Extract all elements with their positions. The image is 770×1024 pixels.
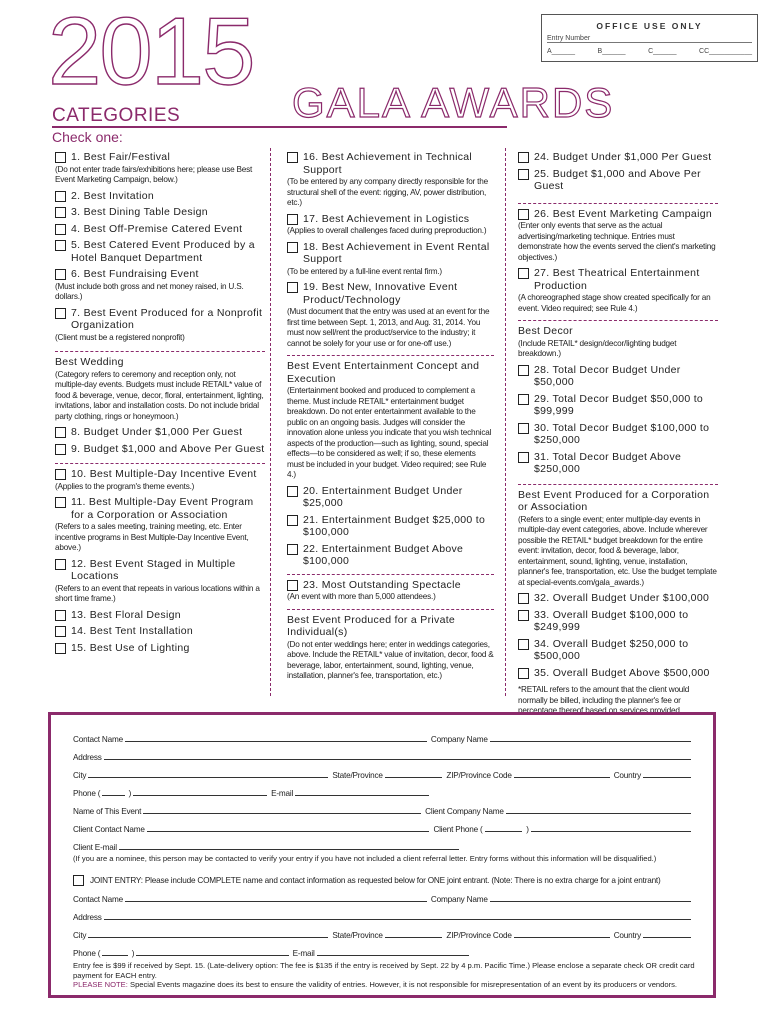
category-15[interactable]: 15. Best Use of Lighting bbox=[55, 642, 265, 655]
entertainment-note: (Entertainment booked and produced to complement a theme. Must include RETAIL* entertainment budget breakdown. Do not enter entertainment available to the public on an ongoing basis. Judges will consider the innovation alone unless you indicate that you wish technical aspects of the production—such as lighting, sound, special effects—to be considered as well; if so, these elements must be included in your budget. Video required; see Rule 4.) bbox=[287, 386, 492, 479]
phone-field[interactable] bbox=[133, 794, 267, 796]
code-b: B______ bbox=[597, 48, 626, 55]
checkbox[interactable] bbox=[518, 209, 529, 220]
client-email-row bbox=[73, 843, 463, 852]
checkbox[interactable] bbox=[518, 593, 529, 604]
checkbox[interactable] bbox=[55, 240, 66, 251]
entry-number-label: Entry Number bbox=[547, 35, 591, 42]
checkbox[interactable] bbox=[518, 452, 529, 463]
city-label: City bbox=[73, 771, 87, 780]
category-1-note: (Do not enter trade fairs/exhibitions here; please use Best Event Marketing Campaign, below.) bbox=[55, 164, 253, 184]
client-company-label: Client Company Name bbox=[425, 807, 504, 816]
category-30[interactable]: 30. Total Decor Budget $100,000 to $250,000 bbox=[518, 422, 718, 447]
joint-address-label: Address bbox=[73, 913, 102, 922]
corporation-heading: Best Event Produced for a Corporation or Association bbox=[518, 488, 710, 513]
category-14[interactable]: 14. Best Tent Installation bbox=[55, 625, 265, 638]
office-use-box bbox=[541, 14, 758, 62]
category-32[interactable]: 32. Overall Budget Under $100,000 bbox=[518, 592, 718, 605]
fee-note bbox=[73, 961, 695, 990]
joint-city-row bbox=[73, 931, 695, 940]
section-divider bbox=[287, 609, 494, 610]
city-field[interactable] bbox=[88, 776, 328, 778]
category-22[interactable]: 22. Entertainment Budget Above $100,000 bbox=[287, 543, 494, 568]
column-divider-2 bbox=[505, 148, 506, 696]
checkbox[interactable] bbox=[287, 515, 298, 526]
category-16[interactable]: 16. Best Achievement in Technical Support bbox=[287, 151, 494, 176]
category-28[interactable]: 28. Total Decor Budget Under $50,000 bbox=[518, 364, 718, 389]
category-2[interactable]: 2. Best Invitation bbox=[55, 190, 265, 203]
client-contact-label: Client Contact Name bbox=[73, 825, 145, 834]
checkbox[interactable] bbox=[518, 668, 529, 679]
categories-heading: CATEGORIES bbox=[52, 105, 181, 126]
joint-state-field[interactable] bbox=[385, 936, 443, 938]
email-field[interactable] bbox=[295, 794, 429, 796]
joint-phone-label: Phone ( bbox=[73, 949, 101, 958]
category-11[interactable]: 11. Best Multiple-Day Event Program for a Corporation or Association bbox=[55, 496, 265, 521]
category-23[interactable]: 23. Most Outstanding Spectacle bbox=[287, 579, 494, 592]
checkbox[interactable] bbox=[287, 152, 298, 163]
state-field[interactable] bbox=[385, 776, 443, 778]
contact-form bbox=[48, 712, 716, 998]
office-use-title: OFFICE USE ONLY bbox=[596, 21, 703, 31]
joint-company-name-label: Company Name bbox=[430, 895, 488, 904]
category-35[interactable]: 35. Overall Budget Above $500,000 bbox=[518, 667, 718, 680]
category-29[interactable]: 29. Total Decor Budget $50,000 to $99,999 bbox=[518, 393, 718, 418]
category-33[interactable]: 33. Overall Budget $100,000 to $249,999 bbox=[518, 609, 718, 634]
checkbox[interactable] bbox=[55, 643, 66, 654]
checkbox[interactable] bbox=[287, 242, 298, 253]
private-note: (Do not enter weddings here; enter in weddings categories, above. Include the RETAIL* value of invitation, decor, food & beverage, labor, entertainment, sound, lighting, venue, installation, planner's fee, transportation, etc.) bbox=[287, 639, 494, 680]
category-10-note: (Applies to the program's theme events.) bbox=[55, 481, 195, 491]
section-divider bbox=[55, 463, 265, 464]
client-company-field[interactable] bbox=[506, 812, 691, 814]
category-31[interactable]: 31. Total Decor Budget Above $250,000 bbox=[518, 451, 718, 476]
decor-heading: Best Decor bbox=[518, 325, 573, 337]
checkbox[interactable] bbox=[518, 423, 529, 434]
joint-phone-row: Phone ( ) E-mail bbox=[73, 949, 473, 958]
category-7[interactable]: 7. Best Event Produced for a Nonprofit Organization bbox=[55, 307, 265, 332]
phone-label: Phone ( bbox=[73, 789, 101, 798]
section-divider bbox=[287, 355, 494, 356]
checkbox[interactable] bbox=[518, 610, 529, 621]
checkbox[interactable] bbox=[518, 639, 529, 650]
email-label: E-mail bbox=[271, 789, 294, 798]
client-contact-field[interactable] bbox=[147, 830, 430, 832]
address-field[interactable] bbox=[104, 758, 691, 760]
wedding-note: (Category refers to ceremony and reception only, not multiple-day events. Budgets must include RETAIL* value of food & beverage, venue, decor, floral, entertainment, lighting, invitations, labor and installation costs. Do not include bridal party clothing, rings or honeymoon.) bbox=[55, 369, 264, 421]
joint-phone-area-field[interactable] bbox=[102, 954, 127, 956]
joint-contact-name-label: Contact Name bbox=[73, 895, 123, 904]
joint-city-label: City bbox=[73, 931, 87, 940]
private-heading: Best Event Produced for a Private Individual(s) bbox=[287, 613, 456, 638]
company-name-label: Company Name bbox=[430, 735, 488, 744]
fee-text: Entry fee is $99 if received by Sept. 15. (Late-delivery option: The fee is $135 if the entry is received by Sept. 22 by 4 p.m. Pacific Time.) Please enclose a separate check OR credit card payment for EACH entry. bbox=[73, 961, 695, 980]
checkbox[interactable] bbox=[55, 191, 66, 202]
client-phone-field[interactable] bbox=[531, 830, 691, 832]
checkbox[interactable] bbox=[287, 282, 298, 293]
contact-name-field[interactable] bbox=[125, 740, 427, 742]
country-field[interactable] bbox=[643, 776, 691, 778]
category-12[interactable]: 12. Best Event Staged in Multiple Locations bbox=[55, 558, 265, 583]
joint-address-field[interactable] bbox=[104, 918, 691, 920]
category-19[interactable]: 19. Best New, Innovative Event Product/Technology bbox=[287, 281, 494, 306]
joint-country-field[interactable] bbox=[643, 936, 691, 938]
joint-city-field[interactable] bbox=[88, 936, 328, 938]
joint-address-row bbox=[73, 913, 695, 922]
section-divider bbox=[518, 320, 718, 321]
checkbox[interactable] bbox=[287, 486, 298, 497]
checkbox[interactable] bbox=[287, 580, 298, 591]
joint-zip-field[interactable] bbox=[514, 936, 610, 938]
joint-entry-label: JOINT ENTRY: Please include COMPLETE name and contact information as requested below for ONE joint entrant. (Note: There is no extra charge for a joint entrant) bbox=[90, 876, 661, 885]
joint-contact-name-field[interactable] bbox=[125, 900, 427, 902]
section-divider bbox=[518, 484, 718, 485]
category-7-note: (Client must be a registered nonprofit) bbox=[55, 332, 185, 342]
categories-rule bbox=[52, 126, 507, 128]
category-12-note: (Refers to an event that repeats in various locations within a short time frame.) bbox=[55, 583, 260, 603]
client-email-label: Client E-mail bbox=[73, 843, 117, 852]
category-17[interactable]: 17. Best Achievement in Logistics bbox=[287, 213, 494, 226]
column-2 bbox=[287, 147, 494, 682]
checkbox[interactable] bbox=[287, 214, 298, 225]
contact-name-label: Contact Name bbox=[73, 735, 123, 744]
joint-email-label: E-mail bbox=[292, 949, 315, 958]
event-name-field[interactable] bbox=[143, 812, 421, 814]
checkbox[interactable] bbox=[518, 152, 529, 163]
state-label: State/Province bbox=[332, 771, 383, 780]
zip-field[interactable] bbox=[514, 776, 610, 778]
client-email-field[interactable] bbox=[119, 848, 459, 850]
company-name-field[interactable] bbox=[490, 740, 691, 742]
zip-label: ZIP/Province Code bbox=[446, 771, 512, 780]
category-6-note: (Must include both gross and net money raised, in U.S. dollars.) bbox=[55, 281, 244, 301]
event-row bbox=[73, 807, 695, 816]
checkbox[interactable] bbox=[55, 207, 66, 218]
category-34[interactable]: 34. Overall Budget $250,000 to $500,000 bbox=[518, 638, 718, 663]
city-row bbox=[73, 771, 695, 780]
category-27[interactable]: 27. Best Theatrical Entertainment Production bbox=[518, 267, 718, 292]
joint-state-label: State/Province bbox=[332, 931, 383, 940]
checkbox[interactable] bbox=[55, 559, 66, 570]
check-one-label: Check one: bbox=[52, 129, 123, 145]
joint-contact-row bbox=[73, 895, 695, 904]
category-21[interactable]: 21. Entertainment Budget $25,000 to $100,000 bbox=[287, 514, 494, 539]
column-3 bbox=[518, 147, 718, 717]
code-cc: CC___________ bbox=[699, 48, 752, 55]
phone-area-field[interactable] bbox=[102, 794, 124, 796]
phone-row: Phone ( ) E-mail bbox=[73, 789, 433, 798]
checkbox[interactable] bbox=[55, 427, 66, 438]
code-c: C______ bbox=[648, 48, 677, 55]
joint-zip-label: ZIP/Province Code bbox=[446, 931, 512, 940]
joint-company-name-field[interactable] bbox=[490, 900, 691, 902]
category-24[interactable]: 24. Budget Under $1,000 Per Guest bbox=[518, 151, 718, 164]
checkbox[interactable] bbox=[55, 444, 66, 455]
category-25[interactable]: 25. Budget $1,000 and Above Per Guest bbox=[518, 168, 718, 193]
category-10[interactable]: 10. Best Multiple-Day Incentive Event bbox=[55, 468, 265, 481]
category-18[interactable]: 18. Best Achievement in Event Rental Support bbox=[287, 241, 494, 266]
category-5[interactable]: 5. Best Catered Event Produced by a Hotel Banquet Department bbox=[55, 239, 265, 264]
section-divider bbox=[518, 203, 718, 204]
event-name-label: Name of This Event bbox=[73, 807, 142, 816]
joint-entry-row bbox=[73, 875, 695, 886]
client-phone-label: Client Phone ( bbox=[433, 825, 483, 834]
checkbox[interactable] bbox=[55, 497, 66, 508]
joint-entry-checkbox[interactable] bbox=[73, 875, 84, 886]
checkbox[interactable] bbox=[55, 626, 66, 637]
please-note-label: PLEASE NOTE: bbox=[73, 980, 128, 989]
section-divider bbox=[55, 351, 265, 352]
category-6[interactable]: 6. Best Fundraising Event bbox=[55, 268, 265, 281]
category-4[interactable]: 4. Best Off-Premise Catered Event bbox=[55, 223, 265, 236]
column-divider-1 bbox=[270, 148, 271, 696]
retail-footnote: *RETAIL refers to the amount that the client would normally be billed, including the planner's fee or percentage thereof based on services provided. bbox=[518, 685, 690, 715]
gala-awards-title: GALA AWARDS bbox=[292, 79, 615, 126]
nominee-note: (If you are a nominee, this person may be contacted to verify your entry if you have not included a client referral letter. Entry forms without this information will be disqualified.) bbox=[73, 854, 657, 863]
category-16-note: (To be entered by any company directly responsible for the structural shell of the event: rigging, AV, power distribution, etc.) bbox=[287, 177, 488, 207]
country-label: Country bbox=[613, 771, 641, 780]
checkbox[interactable] bbox=[518, 268, 529, 279]
column-1 bbox=[55, 147, 265, 654]
joint-phone-field[interactable] bbox=[136, 954, 288, 956]
category-23-note: (An event with more than 5,000 attendees.) bbox=[287, 592, 436, 601]
category-27-note: (A choreographed stage show created specifically for an event. Video required; see Rule 4.) bbox=[518, 293, 711, 313]
category-3[interactable]: 3. Best Dining Table Design bbox=[55, 206, 265, 219]
checkbox[interactable] bbox=[518, 394, 529, 405]
checkbox[interactable] bbox=[518, 169, 529, 180]
wedding-heading: Best Wedding bbox=[55, 356, 124, 368]
checkbox[interactable] bbox=[55, 152, 66, 163]
entertainment-heading: Best Event Entertainment Concept and Execution bbox=[287, 360, 480, 385]
category-13[interactable]: 13. Best Floral Design bbox=[55, 609, 265, 622]
office-codes bbox=[547, 48, 752, 55]
section-divider bbox=[287, 574, 494, 575]
address-row bbox=[73, 753, 695, 762]
please-note-text: PLEASE NOTE: Special Events magazine does its best to ensure the validity of entries. However, it is not responsible for misrepresentation of an event by its producers or vendors. bbox=[73, 980, 678, 989]
category-8[interactable]: 8. Budget Under $1,000 Per Guest bbox=[55, 426, 265, 439]
client-phone-area-field[interactable] bbox=[485, 830, 523, 832]
entry-number-field bbox=[547, 35, 752, 43]
category-20[interactable]: 20. Entertainment Budget Under $25,000 bbox=[287, 485, 494, 510]
contact-row bbox=[73, 735, 695, 744]
decor-note: (Include RETAIL* design/decor/lighting budget breakdown.) bbox=[518, 338, 677, 358]
category-11-note: (Refers to a sales meeting, training meeting, etc. Enter incentive programs in Best Multiple-Day Incentive Event, above.) bbox=[55, 522, 249, 552]
category-9[interactable]: 9. Budget $1,000 and Above Per Guest bbox=[55, 443, 265, 456]
category-18-note: (To be entered by a full-line event rental firm.) bbox=[287, 266, 442, 276]
joint-email-field[interactable] bbox=[317, 954, 469, 956]
client-contact-row: Client Contact Name Client Phone ( ) bbox=[73, 825, 695, 834]
category-1[interactable]: 1. Best Fair/Festival bbox=[55, 151, 265, 164]
checkbox[interactable] bbox=[55, 308, 66, 319]
checkbox[interactable] bbox=[287, 544, 298, 555]
checkbox[interactable] bbox=[55, 224, 66, 235]
category-19-note: (Must document that the entry was used at an event for the first time between Sept. 1, 2013, and Aug. 31, 2014. You must now sell/rent the product/service to the industry; it cannot be solely for your use or for one-off use.) bbox=[287, 307, 490, 348]
year-heading: 2015 bbox=[48, 0, 254, 105]
joint-country-label: Country bbox=[613, 931, 641, 940]
category-17-note: (Applies to overall challenges faced during preproduction.) bbox=[287, 226, 487, 235]
checkbox[interactable] bbox=[518, 365, 529, 376]
corporation-note: (Refers to a single event; enter multiple-day events in multiple-day event categories, above. Include wherever possible the RETAIL* budget breakdown for the entire event: invitation, decor, food & beverage, labor, entertainment, sound, lighting, venue, installation, planner's fee, transportation, etc. Use the budget template at special-events.com/gala_awards.) bbox=[518, 514, 717, 587]
checkbox[interactable] bbox=[55, 610, 66, 621]
category-26[interactable]: 26. Best Event Marketing Campaign bbox=[518, 208, 718, 221]
category-26-note: (Enter only events that serve as the actual advertising/marketing technique. Entries must demonstrate how the events served the client's marketing objectives.) bbox=[518, 221, 716, 262]
address-label: Address bbox=[73, 753, 102, 762]
code-a: A______ bbox=[547, 48, 576, 55]
checkbox[interactable] bbox=[55, 469, 66, 480]
checkbox[interactable] bbox=[55, 269, 66, 280]
